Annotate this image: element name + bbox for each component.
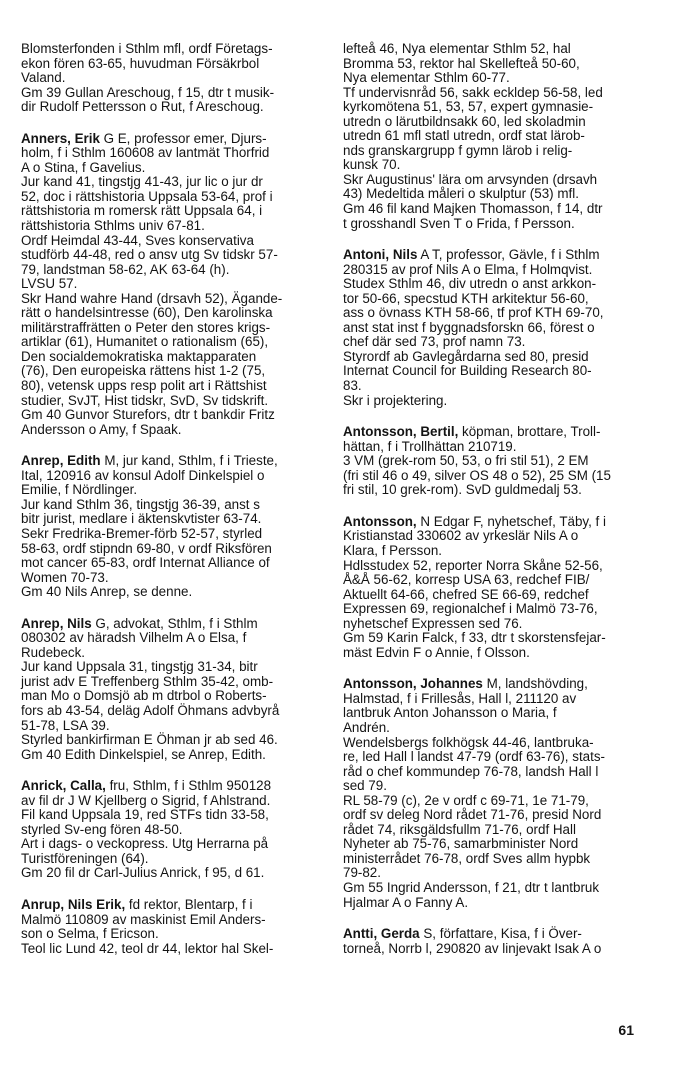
- entry-line: [21, 335, 320, 350]
- entry-text: Jur kand Sthlm 36, tingstjg 36-39, anst s: [21, 496, 260, 512]
- entry-text: styrled Sv-eng fören 48-50.: [21, 821, 183, 837]
- entry-text: G, advokat, Sthlm, f i Sthlm: [91, 615, 258, 631]
- entry-text: Emilie, f Nördlinger.: [21, 482, 138, 498]
- entry-text: anst stat inst f byggnadsforskn 66, förest o: [343, 319, 595, 335]
- entry-line: [343, 823, 648, 838]
- entry-text: nds granskargrupp f gymn lärob i relig-: [343, 142, 573, 158]
- entry-text: 51-78, LSA 39.: [21, 717, 110, 733]
- entry-text: 43) Medeltida måleri o skulptur (53) mfl.: [343, 186, 579, 202]
- entry-text: sed 79.: [343, 778, 387, 794]
- entry-line: [343, 515, 648, 530]
- entry-text: RL 58-79 (c), 2e v ordf c 69-71, 1e 71-79,: [343, 792, 589, 808]
- entry-name: Antonsson, Bertil,: [343, 424, 459, 440]
- entry-line: [21, 306, 320, 321]
- entry-text: av fil dr J W Kjellberg o Sigrid, f Ahlstrand.: [21, 792, 271, 808]
- entry-text: Skr Hand wahre Hand (drsavh 52), Ägande-: [21, 290, 283, 306]
- entry-line: [21, 512, 320, 527]
- entry-text: kunsk 70.: [343, 157, 401, 173]
- entry-text: Gm 40 Edith Dinkelspiel, se Anrep, Edith.: [21, 746, 266, 762]
- entry-continuation: [343, 42, 648, 231]
- entry-text: Fil kand Uppsala 19, red STFs tidn 33-58,: [21, 807, 269, 823]
- entry-line: [343, 852, 648, 867]
- entry-text: LVSU 57.: [21, 276, 78, 292]
- entry-text: Turistföreningen (64).: [21, 850, 149, 866]
- entry-line: [343, 425, 648, 440]
- entry-line: [343, 602, 648, 617]
- entry-line: [21, 866, 320, 881]
- entry-line: [343, 942, 648, 957]
- entry-line: [343, 277, 648, 292]
- entry-name: Antti, Gerda: [343, 926, 420, 942]
- entry-line: [343, 115, 648, 130]
- entry-continuation: [21, 42, 320, 115]
- entry-text: Rudebeck.: [21, 644, 86, 660]
- entry-text: Art i dags- o veckopress. Utg Herrarna på: [21, 836, 269, 852]
- entry-line: [343, 896, 648, 911]
- biography-entry: [343, 677, 648, 910]
- entry-text: Halmstad, f i Frillesås, Hall l, 211120 av: [343, 690, 577, 706]
- entry-line: [21, 57, 320, 72]
- entry-text: Blomsterfonden i Sthlm mfl, ordf Företags-: [21, 41, 273, 56]
- entry-line: [21, 42, 320, 57]
- entry-text: Sekr Fredrika-Bremer-förb 52-57, styrled: [21, 525, 263, 541]
- entry-line: [21, 733, 320, 748]
- biography-entry: [21, 779, 320, 881]
- entry-line: [343, 677, 648, 692]
- entry-text: Å&Å 56-62, korresp USA 63, redchef FIB/: [343, 572, 590, 588]
- entry-text: G E, professor emer, Djurs-: [99, 130, 267, 146]
- entry-line: [343, 881, 648, 896]
- entry-text: Den socialdemokratiska maktapparaten: [21, 348, 257, 364]
- entry-line: [343, 306, 648, 321]
- entry-text: ministerrådet 76-78, ordf Sves allm hypbk: [343, 850, 591, 866]
- entry-line: [21, 852, 320, 867]
- biography-entry: [343, 425, 648, 498]
- biography-entry: [343, 515, 648, 660]
- entry-line: [343, 379, 648, 394]
- entry-line: [343, 248, 648, 263]
- entry-name: Antonsson, Johannes: [343, 676, 483, 692]
- entry-line: [343, 837, 648, 852]
- entry-text: A T, professor, Gävle, f i Sthlm: [417, 247, 600, 263]
- biography-entry: [21, 132, 320, 437]
- entry-text: lantbruk Anton Johansson o Maria, f: [343, 705, 557, 721]
- entry-text: fors ab 43-54, deläg Adolf Öhmans advbyrå: [21, 702, 280, 718]
- entry-line: [343, 129, 648, 144]
- entry-text: 52, doc i rättshistoria Uppsala 53-64, prof i: [21, 188, 273, 204]
- entry-line: [21, 71, 320, 86]
- entry-line: [21, 469, 320, 484]
- entry-text: Internat Council for Building Research 80-: [343, 363, 592, 379]
- entry-line: [343, 794, 648, 809]
- entry-text: Andersson o Amy, f Spaak.: [21, 421, 182, 437]
- entry-line: [21, 248, 320, 263]
- entry-text: 83.: [343, 378, 362, 394]
- entry-name: Antoni, Nils: [343, 247, 418, 263]
- entry-text: hättan, f i Trollhättan 210719.: [343, 438, 517, 454]
- entry-text: Kristianstad 330602 av yrkeslär Nils A o: [343, 528, 579, 544]
- entry-text: Hjalmar A o Fanny A.: [343, 894, 469, 910]
- entry-line: [21, 719, 320, 734]
- entry-text: utredn 61 mfl statl utredn, ordf stat lärob-: [343, 128, 585, 144]
- entry-line: [343, 187, 648, 202]
- entry-text: 58-63, ordf stipndn 69-80, v ordf Riksfören: [21, 540, 272, 556]
- biography-entry: [21, 898, 320, 956]
- entry-line: [21, 942, 320, 957]
- entry-text: Skr i projektering.: [343, 392, 448, 408]
- entry-text: torneå, Norrb l, 290820 av linjevakt Isak A o: [343, 940, 602, 956]
- entry-line: [21, 617, 320, 632]
- entry-line: [343, 454, 648, 469]
- entry-text: 80), vetensk upps resp polit art i Rättshist: [21, 378, 267, 394]
- entry-text: Expressen 69, regionalchef i Malmö 73-76,: [343, 601, 598, 617]
- entry-line: [21, 646, 320, 661]
- entry-text: råd o chef kommundep 76-78, landsh Hall l: [343, 763, 599, 779]
- entry-line: [21, 219, 320, 234]
- entry-line: [21, 321, 320, 336]
- entry-text: Gm 39 Gullan Areschoug, f 15, dtr t musik-: [21, 84, 275, 100]
- entry-line: [343, 617, 648, 632]
- entry-line: [21, 527, 320, 542]
- entry-text: Tf undervisnråd 56, sakk eckldep 56-58, led: [343, 84, 603, 100]
- entry-name: Anrep, Nils: [21, 615, 92, 631]
- entry-text: 79, landstman 58-62, AK 63-64 (h).: [21, 261, 230, 277]
- entry-line: [343, 692, 648, 707]
- entry-text: kyrkomötena 51, 53, 57, expert gymnasie-: [343, 99, 594, 115]
- entry-text: (76), Den europeiska rättens hist 1-2 (75,: [21, 363, 266, 379]
- entry-text: A o Stina, f Gavelius.: [21, 159, 146, 175]
- entry-text: 3 VM (grek-rom 50, 53, o fri stil 51), 2 EM: [343, 453, 589, 469]
- entry-line: [343, 646, 648, 661]
- entry-text: Hdlsstudex 52, reporter Norra Skåne 52-56,: [343, 557, 603, 573]
- entry-line: [21, 837, 320, 852]
- entry-text: Gm 20 fil dr Carl-Julius Anrick, f 95, d 61.: [21, 865, 265, 881]
- entry-line: [21, 100, 320, 115]
- entry-line: [21, 483, 320, 498]
- entry-line: [21, 556, 320, 571]
- entry-name: Anrep, Edith: [21, 453, 101, 469]
- entry-text: chef där sed 73, prof namn 73.: [343, 334, 526, 350]
- entry-text: ordf sv deleg Nord rådet 71-76, presid Nord: [343, 807, 602, 823]
- entry-line: [21, 350, 320, 365]
- entry-line: [21, 204, 320, 219]
- entry-text: nyhetschef Expressen sed 76.: [343, 615, 523, 631]
- entry-line: [343, 706, 648, 721]
- entry-line: [21, 913, 320, 928]
- entry-text: (fri stil 46 o 49, silver OS 48 o 52), 25 SM (15: [343, 467, 611, 483]
- biography-entry: [21, 617, 320, 762]
- entry-text: Gm 46 fil kand Majken Thomasson, f 14, dtr: [343, 201, 603, 217]
- entry-text: studförb 44-48, red o ansv utg Sv tidskr 57-: [21, 247, 278, 263]
- entry-line: [343, 173, 648, 188]
- entry-line: [343, 263, 648, 278]
- entry-line: [343, 202, 648, 217]
- entry-line: [21, 292, 320, 307]
- entry-text: artiklar (61), Humanitet o rationalism (65),: [21, 334, 269, 350]
- entry-line: [21, 660, 320, 675]
- entry-text: rättshistoria Sthlms univ 67-81.: [21, 218, 205, 234]
- entry-line: [21, 823, 320, 838]
- entry-text: N Edgar F, nyhetschef, Täby, f i: [416, 513, 606, 529]
- entry-text: rätt o handelsintresse (60), Den karolinska: [21, 305, 273, 321]
- entry-text: studier, SvJT, Hist tidskr, SvD, Sv tidskrift.: [21, 392, 269, 408]
- entry-line: [343, 86, 648, 101]
- entry-name: Anrup, Nils Erik,: [21, 896, 126, 912]
- entry-line: [343, 321, 648, 336]
- entry-text: Gm 59 Karin Falck, f 33, dtr t skorstensfejar-: [343, 630, 606, 646]
- entry-line: [21, 704, 320, 719]
- entry-line: [21, 146, 320, 161]
- entry-line: [21, 689, 320, 704]
- entry-line: [21, 364, 320, 379]
- entry-line: [343, 158, 648, 173]
- entry-line: [21, 277, 320, 292]
- entry-line: [343, 350, 648, 365]
- entry-line: [21, 408, 320, 423]
- entry-line: [21, 585, 320, 600]
- entry-text: Bromma 53, rektor hal Skellefteå 50-60,: [343, 55, 580, 71]
- entry-line: [21, 263, 320, 278]
- entry-text: M, jur kand, Sthlm, f i Trieste,: [100, 453, 278, 469]
- entry-line: [343, 144, 648, 159]
- entry-text: Klara, f Persson.: [343, 542, 442, 558]
- entry-text: rådet 74, riksgäldsfullm 71-76, ordf Hall: [343, 821, 576, 837]
- entry-line: [343, 927, 648, 942]
- entry-text: man Mo o Domsjö ab m dtrbol o Roberts-: [21, 688, 267, 704]
- entry-text: Skr Augustinus' lära om arvsynden (drsavh: [343, 171, 598, 187]
- entry-line: [343, 779, 648, 794]
- entry-text: Styrled bankirfirman E Öhman jr ab sed 46.: [21, 732, 278, 748]
- entry-line: [21, 190, 320, 205]
- entry-text: Jur kand 41, tingstjg 41-43, jur lic o jur dr: [21, 174, 263, 190]
- entry-line: [343, 721, 648, 736]
- entry-line: [343, 808, 648, 823]
- entry-text: mot cancer 65-83, ordf Internat Alliance of: [21, 555, 270, 571]
- biography-entry: [343, 248, 648, 408]
- entry-line: [343, 765, 648, 780]
- entry-text: son o Selma, f Ericson.: [21, 926, 159, 942]
- entry-name: Antonsson,: [343, 513, 417, 529]
- entry-line: [21, 779, 320, 794]
- entry-text: Gm 40 Gunvor Sturefors, dtr t bankdir Fritz: [21, 407, 275, 423]
- entry-text: Nyheter ab 75-76, samarbminister Nord: [343, 836, 579, 852]
- entry-line: [21, 675, 320, 690]
- entry-text: 280315 av prof Nils A o Elma, f Holmqvist.: [343, 261, 593, 277]
- entry-text: mäst Edvin F o Annie, f Olsson.: [343, 644, 530, 660]
- entry-line: [21, 132, 320, 147]
- entry-text: Studex Sthlm 46, div utredn o anst arkkon-: [343, 276, 597, 292]
- entry-line: [21, 542, 320, 557]
- entry-text: Teol lic Lund 42, teol dr 44, lektor hal Skel-: [21, 940, 274, 956]
- entry-line: [21, 86, 320, 101]
- biography-entry: [343, 927, 648, 956]
- entry-text: lefteå 46, Nya elementar Sthlm 52, hal: [343, 41, 571, 56]
- entry-text: fri stil, 10 grek-rom). SvD guldmedalj 53.: [343, 482, 582, 498]
- entry-text: Gm 40 Nils Anrep, se denne.: [21, 584, 193, 600]
- entry-text: Malmö 110809 av maskinist Emil Anders-: [21, 911, 266, 927]
- entry-text: ass o övnass KTH 58-66, tf prof KTH 69-70,: [343, 305, 604, 321]
- entry-line: [343, 573, 648, 588]
- entry-line: [21, 794, 320, 809]
- right-column: [343, 42, 648, 956]
- entry-text: Jur kand Uppsala 31, tingstjg 31-34, bitr: [21, 659, 258, 675]
- entry-line: [343, 71, 648, 86]
- entry-line: [343, 866, 648, 881]
- entry-line: [343, 335, 648, 350]
- entry-text: dir Rudolf Pettersson o Rut, f Areschoug.: [21, 99, 264, 115]
- entry-line: [343, 394, 648, 409]
- entry-text: re, led Hall l landst 47-79 (ordf 63-76), stats-: [343, 749, 605, 765]
- entry-line: [343, 440, 648, 455]
- entry-line: [21, 571, 320, 586]
- entry-text: militärstraffrätten o Peter den stores krigs-: [21, 319, 271, 335]
- entry-line: [21, 234, 320, 249]
- entry-line: [343, 469, 648, 484]
- entry-text: Styrordf ab Gavlegårdarna sed 80, presid: [343, 348, 589, 364]
- entry-text: fd rektor, Blentarp, f i: [125, 896, 253, 912]
- entry-text: bitr jurist, medlare i äktenskvtister 63-74.: [21, 511, 262, 527]
- entry-line: [343, 100, 648, 115]
- entry-line: [343, 529, 648, 544]
- entry-line: [21, 161, 320, 176]
- entry-line: [343, 736, 648, 751]
- entry-text: köpman, brottare, Troll-: [458, 424, 601, 440]
- entry-text: Ital, 120916 av konsul Adolf Dinkelspiel o: [21, 467, 265, 483]
- entry-line: [21, 423, 320, 438]
- entry-line: [21, 898, 320, 913]
- entry-text: 79-82.: [343, 865, 381, 881]
- entry-line: [343, 292, 648, 307]
- entry-line: [343, 544, 648, 559]
- entry-line: [21, 454, 320, 469]
- entry-line: [21, 927, 320, 942]
- entry-text: M, landshövding,: [482, 676, 588, 692]
- entry-line: [343, 42, 648, 57]
- entry-name: Anners, Erik: [21, 130, 100, 146]
- entry-line: [21, 498, 320, 513]
- entry-text: tor 50-66, specstud KTH arkitektur 56-60,: [343, 290, 589, 306]
- entry-line: [343, 559, 648, 574]
- entry-line: [21, 394, 320, 409]
- entry-line: [343, 483, 648, 498]
- entry-line: [343, 631, 648, 646]
- page-number: 61: [618, 1022, 634, 1038]
- entry-text: jurist adv E Treffenberg Sthlm 35-42, omb-: [21, 673, 274, 689]
- entry-line: [21, 808, 320, 823]
- entry-text: Wendelsbergs folkhögsk 44-46, lantbruka-: [343, 734, 594, 750]
- entry-name: Anrick, Calla,: [21, 778, 106, 794]
- entry-text: Women 70-73.: [21, 569, 109, 585]
- entry-text: Andrén.: [343, 719, 390, 735]
- entry-line: [21, 631, 320, 646]
- entry-line: [343, 57, 648, 72]
- entry-text: Gm 55 Ingrid Andersson, f 21, dtr t lantbruk: [343, 879, 600, 895]
- entry-line: [21, 379, 320, 394]
- entry-text: fru, Sthlm, f i Sthlm 950128: [105, 778, 272, 794]
- entry-text: t grosshandl Sven T o Frida, f Persson.: [343, 215, 575, 231]
- entry-text: Ordf Heimdal 43-44, Sves konservativa: [21, 232, 254, 248]
- entry-text: Nya elementar Sthlm 60-77.: [343, 70, 510, 86]
- entry-line: [343, 364, 648, 379]
- entry-text: ekon fören 63-65, huvudman Försäkrbol: [21, 55, 260, 71]
- entry-text: Valand.: [21, 70, 66, 86]
- entry-line: [21, 748, 320, 763]
- biography-entry: [21, 454, 320, 599]
- entry-line: [343, 750, 648, 765]
- entry-text: Aktuellt 64-66, chefred SE 66-69, redchef: [343, 586, 589, 602]
- entry-line: [21, 175, 320, 190]
- entry-text: S, författare, Kisa, f i Över-: [419, 926, 582, 942]
- left-column: [21, 42, 320, 956]
- entry-text: rättshistoria m romersk rätt Uppsala 64, i: [21, 203, 263, 219]
- entry-text: utredn o lärutbildnsakk 60, led skoladmin: [343, 113, 586, 129]
- entry-text: 080302 av häradsh Vilhelm A o Elsa, f: [21, 630, 247, 646]
- entry-line: [343, 217, 648, 232]
- entry-line: [343, 588, 648, 603]
- entry-text: holm, f i Sthlm 160608 av lantmät Thorfrid: [21, 145, 270, 161]
